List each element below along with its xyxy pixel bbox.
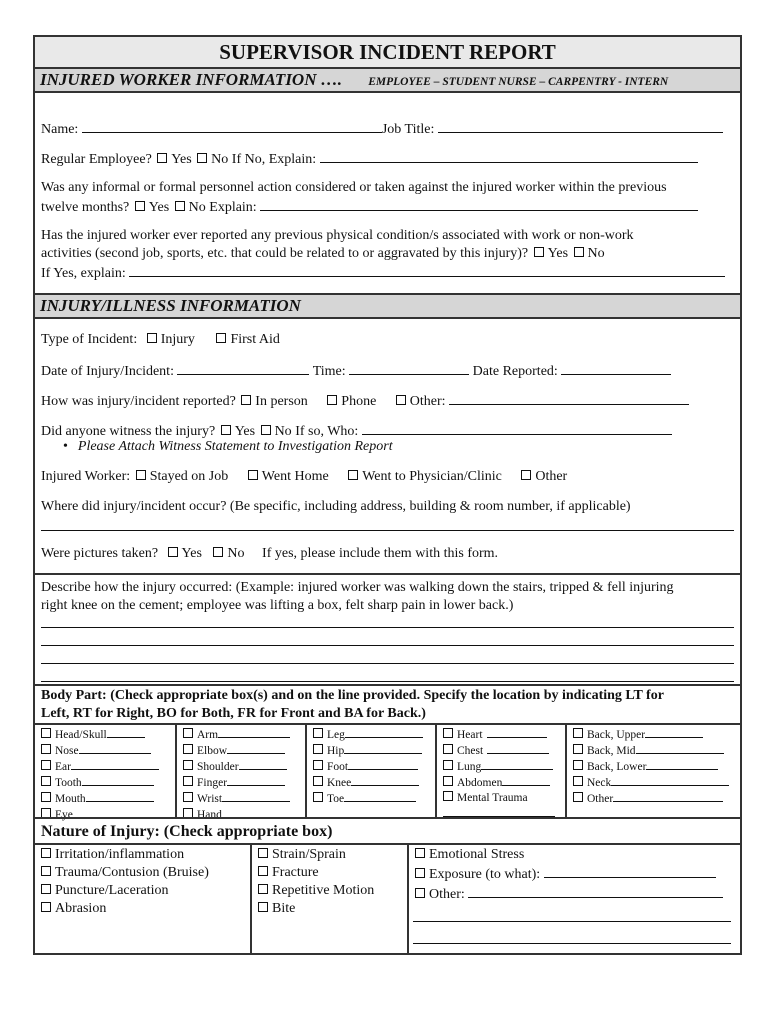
body-part-item[interactable]: Nose	[39, 743, 161, 759]
witness-yes-checkbox[interactable]	[221, 425, 231, 435]
action-yes-checkbox[interactable]	[135, 201, 145, 211]
where-field[interactable]	[41, 530, 734, 531]
body-part-item[interactable]: Back, Lower	[571, 759, 729, 775]
body-part-heading-line2: Left, RT for Right, BO for Both, FR for Front and BA for Back.)	[41, 706, 426, 721]
checkbox[interactable]	[443, 744, 453, 754]
went-home-checkbox[interactable]	[248, 470, 258, 480]
checkbox[interactable]	[313, 744, 323, 754]
describe-divider	[35, 573, 740, 575]
column-divider	[435, 725, 437, 819]
checkbox[interactable]	[41, 902, 51, 912]
regular-no-checkbox[interactable]	[197, 153, 207, 163]
checkbox[interactable]	[313, 728, 323, 738]
describe-line2: right knee on the cement; employee was lifting a box, felt sharp pain in lower back.)	[41, 598, 514, 613]
body-part-item[interactable]: Foot	[311, 759, 423, 775]
text-line-field[interactable]	[646, 759, 718, 770]
checkbox[interactable]	[258, 884, 268, 894]
action-question-line1: Was any informal or formal personnel action considered or taken against the injured worker within the previous	[41, 180, 667, 195]
how-reported-row: How was injury/incident reported? In person Phone Other:	[41, 391, 689, 410]
nature-heading: Nature of Injury: (Check appropriate box)	[41, 823, 333, 840]
witness-no-checkbox[interactable]	[261, 425, 271, 435]
nature-item[interactable]: Other:	[413, 884, 731, 904]
body-part-item[interactable]: Heart	[441, 727, 555, 743]
text-line-field[interactable]	[227, 775, 285, 786]
nature-col2	[256, 846, 374, 918]
previous-explain-field[interactable]	[129, 263, 725, 277]
body-part-item[interactable]: Elbow	[181, 743, 290, 759]
nature-col1	[39, 846, 209, 918]
checkbox[interactable]	[415, 888, 425, 898]
name-row: Name: Job Title:	[41, 119, 723, 138]
text-line-field[interactable]	[481, 759, 553, 770]
checkbox[interactable]	[41, 866, 51, 876]
worker-other-checkbox[interactable]	[521, 470, 531, 480]
checkbox[interactable]	[258, 848, 268, 858]
text-line-field[interactable]	[218, 727, 290, 738]
checkbox[interactable]	[41, 728, 51, 738]
body-part-item[interactable]: Leg	[311, 727, 423, 743]
body-part-item[interactable]: Arm	[181, 727, 290, 743]
pictures-yes-checkbox[interactable]	[168, 547, 178, 557]
body-part-heading-line1: Body Part: (Check appropriate box(s) and on the line provided. Specify the location by indicating LT for	[41, 688, 664, 703]
nature-item[interactable]: Trauma/Contusion (Bruise)	[39, 864, 209, 882]
body-part-item[interactable]: Back, Upper	[571, 727, 729, 743]
body-part-grid	[35, 723, 740, 819]
regular-explain-field[interactable]	[320, 149, 698, 163]
checkbox[interactable]	[415, 868, 425, 878]
checkbox[interactable]	[443, 728, 453, 738]
checkbox[interactable]	[573, 728, 583, 738]
body-col1	[39, 727, 161, 823]
checkbox[interactable]	[41, 760, 51, 770]
checkbox[interactable]	[313, 776, 323, 786]
checkbox[interactable]	[573, 776, 583, 786]
regular-employee-row: Regular Employee? Yes No If No, Explain:	[41, 149, 698, 168]
action-question-row: twelve months? Yes No Explain:	[41, 197, 698, 216]
nature-item[interactable]: Bite	[256, 900, 374, 918]
checkbox[interactable]	[41, 884, 51, 894]
checkbox[interactable]	[573, 744, 583, 754]
text-line-field[interactable]	[611, 775, 729, 786]
describe-field-line4[interactable]	[41, 681, 734, 682]
nature-other-field-line3[interactable]	[413, 930, 731, 944]
time-field[interactable]	[349, 361, 469, 375]
text-line-field[interactable]	[351, 775, 419, 786]
body-col5	[571, 727, 729, 807]
column-divider	[175, 725, 177, 819]
worker-section-heading	[35, 69, 740, 93]
form-title: SUPERVISOR INCIDENT REPORT	[35, 37, 740, 69]
checkbox[interactable]	[443, 776, 453, 786]
body-part-item[interactable]: Hip	[311, 743, 423, 759]
text-line-field[interactable]	[544, 864, 716, 878]
name-field[interactable]	[82, 119, 382, 133]
body-part-item[interactable]: Toe	[311, 791, 423, 807]
checkbox[interactable]	[415, 848, 425, 858]
text-line-field[interactable]	[82, 775, 154, 786]
nature-item[interactable]: Emotional Stress	[413, 846, 731, 864]
nature-item[interactable]: Repetitive Motion	[256, 882, 374, 900]
body-part-item[interactable]: Eye	[39, 807, 161, 823]
body-part-item[interactable]: Abdomen	[441, 775, 555, 791]
text-line-field[interactable]	[71, 759, 159, 770]
body-part-item[interactable]: Wrist	[181, 791, 290, 807]
body-part-item[interactable]: Back, Mid	[571, 743, 729, 759]
body-part-item[interactable]: Chest	[441, 743, 555, 759]
text-line-field[interactable]	[348, 759, 418, 770]
where-question: Where did injury/incident occur? (Be specific, including address, building & room number, if applicable)	[41, 499, 631, 514]
text-line-field[interactable]	[344, 743, 422, 754]
worker-subheading: EMPLOYEE – STUDENT NURSE – CARPENTRY - INTERN	[368, 76, 669, 88]
injury-section-heading: INJURY/ILLNESS INFORMATION	[35, 293, 740, 319]
previous-question-row: activities (second job, sports, etc. that could be related to or aggravated by this injury)? Yes No	[41, 246, 605, 261]
body-part-item[interactable]: Mouth	[39, 791, 161, 807]
nature-other-field-line2[interactable]	[413, 908, 731, 922]
worker-heading-text: INJURED WORKER INFORMATION ….	[40, 70, 342, 89]
text-line-field[interactable]	[468, 884, 723, 898]
previous-yes-checkbox[interactable]	[534, 247, 544, 257]
previous-question-line1: Has the injured worker ever reported any previous physical condition/s associated with work or non-work	[41, 228, 634, 243]
checkbox[interactable]	[573, 760, 583, 770]
text-line-field[interactable]	[613, 791, 723, 802]
type-row: Type of Incident: Injury First Aid	[41, 332, 280, 347]
reported-phone-checkbox[interactable]	[327, 395, 337, 405]
text-line-field[interactable]	[344, 791, 416, 802]
text-line-field[interactable]	[107, 727, 145, 738]
body-part-item[interactable]: Tooth	[39, 775, 161, 791]
nature-col3	[413, 846, 731, 950]
body-part-item[interactable]: Shoulder	[181, 759, 290, 775]
text-line-field[interactable]	[222, 791, 290, 802]
body-part-item[interactable]: Ear	[39, 759, 161, 775]
checkbox[interactable]	[183, 744, 193, 754]
reported-other-field[interactable]	[449, 391, 689, 405]
nature-divider	[35, 817, 740, 819]
column-divider	[250, 845, 252, 953]
job-title-field[interactable]	[438, 119, 723, 133]
body-part-item[interactable]: Finger	[181, 775, 290, 791]
body-part-item[interactable]: Lung	[441, 759, 555, 775]
checkbox[interactable]	[183, 792, 193, 802]
body-part-item[interactable]: Mental Trauma	[441, 791, 555, 806]
body-col4	[441, 727, 555, 822]
column-divider	[407, 845, 409, 953]
text-line-field[interactable]	[487, 743, 549, 754]
witness-row: Did anyone witness the injury? Yes No If so, Who:	[41, 421, 672, 440]
body-part-item[interactable]: Other	[571, 791, 729, 807]
nature-item[interactable]: Exposure (to what):	[413, 864, 731, 884]
if-yes-explain-row: If Yes, explain:	[41, 263, 725, 282]
checkbox[interactable]	[183, 760, 193, 770]
text-line-field[interactable]	[636, 743, 724, 754]
reported-in-person-checkbox[interactable]	[241, 395, 251, 405]
describe-field-line2[interactable]	[41, 645, 734, 646]
body-part-item[interactable]: Knee	[311, 775, 423, 791]
body-part-item[interactable]: Neck	[571, 775, 729, 791]
checkbox[interactable]	[313, 760, 323, 770]
type-first-aid-checkbox[interactable]	[216, 333, 226, 343]
checkbox[interactable]	[443, 760, 453, 770]
body-col2	[181, 727, 290, 823]
date-reported-field[interactable]	[561, 361, 671, 375]
text-line-field[interactable]	[645, 727, 703, 738]
checkbox[interactable]	[573, 792, 583, 802]
body-part-divider	[35, 684, 740, 686]
pictures-row: Were pictures taken? Yes No If yes, please include them with this form.	[41, 546, 499, 561]
incident-report-form	[33, 35, 742, 955]
type-injury-checkbox[interactable]	[147, 333, 157, 343]
checkbox[interactable]	[183, 776, 193, 786]
column-divider	[305, 725, 307, 819]
text-line-field[interactable]	[487, 727, 547, 738]
action-no-checkbox[interactable]	[175, 201, 185, 211]
nature-item[interactable]: Strain/Sprain	[256, 846, 374, 864]
checkbox[interactable]	[313, 792, 323, 802]
checkbox[interactable]	[443, 791, 453, 801]
body-part-item[interactable]: Head/Skull	[39, 727, 161, 743]
action-explain-field[interactable]	[260, 197, 698, 211]
text-line-field[interactable]	[227, 743, 285, 754]
checkbox[interactable]	[41, 848, 51, 858]
checkbox[interactable]	[183, 728, 193, 738]
reported-other-checkbox[interactable]	[396, 395, 406, 405]
mental-trauma-field[interactable]	[443, 806, 555, 817]
date-row: Date of Injury/Incident: Time: Date Reported:	[41, 361, 671, 380]
witness-who-field[interactable]	[362, 421, 672, 435]
column-divider	[565, 725, 567, 819]
date-of-injury-field[interactable]	[177, 361, 309, 375]
text-line-field[interactable]	[502, 775, 550, 786]
text-line-field[interactable]	[345, 727, 423, 738]
pictures-no-checkbox[interactable]	[213, 547, 223, 557]
bullet-icon: •	[63, 439, 68, 454]
nature-item[interactable]: Puncture/Laceration	[39, 882, 209, 900]
checkbox[interactable]	[258, 866, 268, 876]
stayed-on-job-checkbox[interactable]	[136, 470, 146, 480]
text-line-field[interactable]	[86, 791, 154, 802]
describe-field-line3[interactable]	[41, 663, 734, 664]
checkbox[interactable]	[41, 792, 51, 802]
text-line-field[interactable]	[239, 759, 287, 770]
nature-grid	[35, 843, 740, 953]
checkbox[interactable]	[258, 902, 268, 912]
nature-item[interactable]: Fracture	[256, 864, 374, 882]
body-col3	[311, 727, 423, 807]
nature-item[interactable]: Abrasion	[39, 900, 209, 918]
witness-note: • Please Attach Witness Statement to Investigation Report	[63, 439, 393, 454]
checkbox[interactable]	[41, 744, 51, 754]
body-part-item[interactable]: Hand	[181, 807, 290, 823]
injured-worker-row: Injured Worker: Stayed on Job Went Home Went to Physician/Clinic Other	[41, 469, 568, 484]
previous-no-checkbox[interactable]	[574, 247, 584, 257]
describe-field-line1[interactable]	[41, 627, 734, 628]
checkbox[interactable]	[41, 776, 51, 786]
text-line-field[interactable]	[79, 743, 151, 754]
regular-yes-checkbox[interactable]	[157, 153, 167, 163]
describe-line1: Describe how the injury occurred: (Example: injured worker was walking down the stairs, tripped & fell injuring	[41, 580, 674, 595]
nature-item[interactable]: Irritation/inflammation	[39, 846, 209, 864]
went-physician-checkbox[interactable]	[348, 470, 358, 480]
